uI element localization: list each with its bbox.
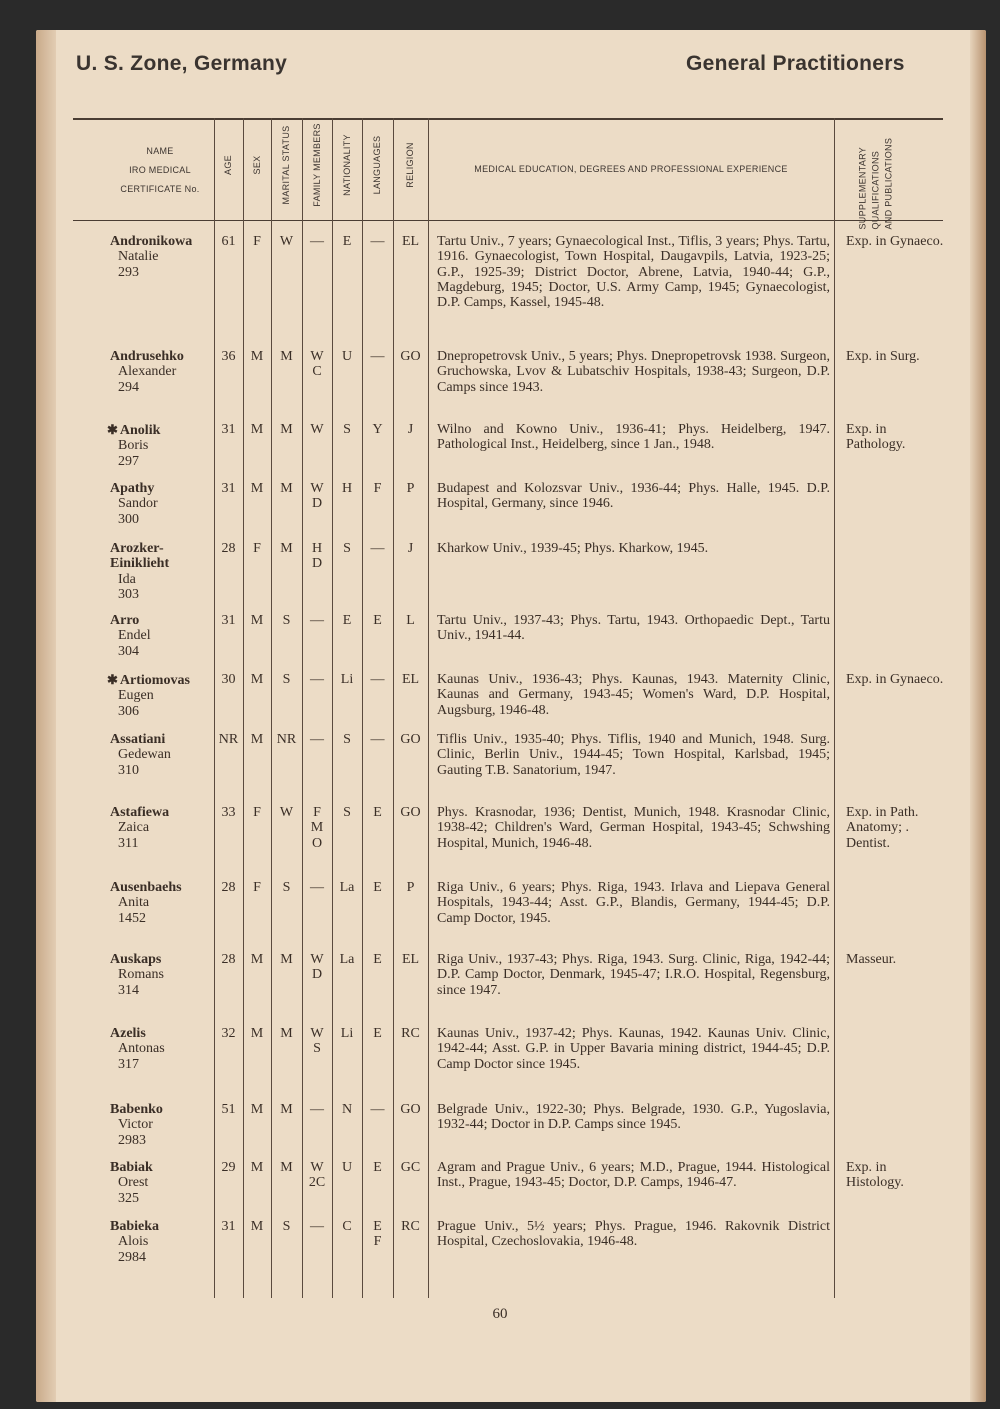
entry-supplementary: Masseur. [846, 952, 897, 967]
entry-marital: S [282, 613, 291, 628]
entry-rel: P [406, 481, 415, 496]
col-name-label: NAME [146, 146, 174, 156]
entry-surname-text: Arro [110, 613, 140, 628]
entry-given-name: Natalie [118, 249, 159, 265]
entry-supplementary: Exp. in Histology. [846, 1160, 904, 1191]
entry-sex: M [250, 481, 264, 496]
entry-age: 31 [221, 1219, 236, 1234]
entry-rel: GO [400, 732, 421, 747]
entry-age: 28 [221, 541, 236, 556]
entry-name-block [110, 613, 214, 659]
entry-experience: Prague Univ., 5½ years; Phys. Prague, 1946. Rakovnik District Hospital, Czechoslovakia, 1946-48. [437, 1219, 830, 1250]
entry-experience: Dnepropetrovsk Univ., 5 years; Phys. Dnepropetrovsk 1938. Surgeon, Gruchowska, Lvov & Lubatschiv Hospitals, 1938-43; Surgeon, D.P. Camps since 1943. [437, 349, 830, 395]
col-supp-line2: QUALIFICATIONS [870, 150, 881, 230]
entry-marital: W [279, 805, 294, 820]
entry-surname [110, 1219, 214, 1234]
entry-lang: — [370, 541, 385, 556]
entry-given-name: Victor [118, 1117, 153, 1133]
entry-name-block [110, 481, 214, 527]
entry-name-block [110, 234, 214, 280]
entry-certificate: 304 [118, 643, 139, 659]
entry-surname [110, 1026, 214, 1041]
entry-nat: N [341, 1102, 353, 1117]
entry-sex: M [250, 1102, 264, 1117]
entry-certificate: 325 [118, 1190, 139, 1206]
entry-certificate: 2984 [118, 1249, 146, 1265]
entry-name-block [110, 349, 214, 395]
col-iro-label: IRO MEDICAL [129, 165, 191, 175]
entry-nat: Li [340, 1026, 354, 1041]
entry-rel: J [407, 422, 414, 437]
entry-certificate: 310 [118, 762, 139, 778]
entry-nat: U [341, 349, 353, 364]
entry-nat: La [339, 952, 355, 967]
entry-marital: M [280, 422, 293, 437]
divider-religion [393, 118, 394, 1298]
entry-surname [110, 1160, 214, 1175]
entry-age: 31 [221, 481, 236, 496]
entry-surname [110, 1102, 214, 1117]
entry-name-block [107, 672, 214, 719]
entry-experience: Riga Univ., 6 years; Phys. Riga, 1943. Irlava and Liepava General Hospitals, 1943-44; Asst. G.P., Blandis, Germany, 1944-45; D.P. Camp Doctor, 1945. [437, 880, 830, 926]
entry-experience: Tartu Univ., 1937-43; Phys. Tartu, 1943. Orthopaedic Dept., Tartu Univ., 1941-44. [437, 613, 830, 644]
entry-supplementary: Exp. in Surg. [846, 349, 920, 364]
entry-age: 31 [221, 613, 236, 628]
entry-nat: H [341, 481, 353, 496]
col-languages-header: LANGUAGES [372, 135, 382, 195]
entry-marital: M [280, 481, 293, 496]
entry-name-block [110, 541, 214, 602]
entry-surname-text: Astafiewa [110, 805, 170, 820]
entry-sex: M [250, 1160, 264, 1175]
entry-supplementary: Exp. in Pathology. [846, 422, 906, 453]
header-rule-bottom [73, 220, 943, 221]
entry-rel: EL [401, 672, 420, 687]
divider-family [302, 118, 303, 1298]
entry-experience: Phys. Krasnodar, 1936; Dentist, Munich, 1948. Krasnodar Clinic, 1938-42; Children's Ward, German Hospital, 1943-45; Schwshing Hospital, Munich, 1946-48. [437, 805, 830, 851]
divider-languages [362, 118, 363, 1298]
entry-surname [110, 952, 214, 967]
entry-experience: Wilno and Kowno Univ., 1936-41; Phys. Heidelberg, 1947. Pathological Inst., Heidelberg, since 1 Jan., 1948. [437, 422, 830, 453]
entry-sex: M [250, 422, 264, 437]
entry-experience: Agram and Prague Univ., 6 years; M.D., Prague, 1944. Histological Inst., Prague, 1943-45; Doctor, D.P. Camps, 1946-47. [437, 1160, 830, 1191]
entry-rel: RC [401, 1026, 420, 1041]
entry-sex: M [250, 952, 264, 967]
entry-marital: M [280, 1160, 293, 1175]
entry-name-block [110, 880, 214, 926]
entry-certificate: 300 [118, 511, 139, 527]
entry-family: H D [311, 541, 323, 572]
col-marital-header: MARITAL STATUS [281, 125, 291, 205]
entry-family: W D [310, 481, 324, 512]
entry-age: 28 [221, 952, 236, 967]
entry-surname [110, 732, 214, 747]
entry-marital: M [280, 952, 293, 967]
entry-surname [110, 613, 214, 628]
entry-rel: GO [400, 349, 421, 364]
entry-age: 29 [221, 1160, 236, 1175]
col-age-header: AGE [223, 155, 233, 175]
entry-lang: F [373, 481, 382, 496]
entry-family: — [310, 880, 324, 895]
entry-surname [110, 481, 214, 496]
entry-lang: E [373, 952, 382, 967]
entry-given-name: Gedewan [118, 747, 171, 763]
col-nationality-header: NATIONALITY [342, 134, 352, 196]
entry-lang: — [370, 732, 385, 747]
entry-surname-text: Apathy [110, 481, 155, 496]
entry-marital: M [280, 1026, 293, 1041]
entry-family: — [310, 672, 324, 687]
entry-family: W 2C [308, 1160, 326, 1191]
divider-sex [243, 118, 244, 1298]
divider-experience [428, 118, 429, 1298]
entry-given-name: Eugen [118, 688, 154, 704]
entry-surname [110, 805, 214, 820]
entry-surname-text: Auskaps [110, 952, 162, 967]
entry-marital: M [280, 1102, 293, 1117]
entry-nat: La [339, 880, 355, 895]
entry-family: — [310, 1102, 324, 1117]
entry-marital: M [280, 349, 293, 364]
entry-surname-text: Assatiani [110, 732, 166, 747]
entry-sex: F [253, 805, 261, 820]
entry-surname-text: Babenko [110, 1102, 163, 1117]
entry-sex: M [250, 1219, 264, 1234]
col-supp-header [857, 130, 896, 230]
entry-name-block [107, 422, 214, 469]
entry-family: — [310, 732, 324, 747]
entry-rel: L [406, 613, 415, 628]
entry-given-name: Boris [118, 438, 149, 454]
col-supp-line3: AND PUBLICATIONS [883, 137, 894, 230]
entry-family: W D [310, 952, 324, 983]
entry-experience: Tartu Univ., 7 years; Gynaecological Inst., Tiflis, 3 years; Phys. Tartu, 1916. Gynaecologist, Town Hospital, Daugavpils, Latvia, 1923-25; G.P., 1925-39; District Doctor, Abrene, Latvia, 1940-44; G.P., Magdeburg, 1945; Doctor, U.S. Army Camp, 1945; Gynaecologist, D.P. Camps, Kassel, 1945-48. [437, 234, 830, 311]
entry-lang: E [373, 880, 382, 895]
entry-age: 33 [221, 805, 236, 820]
entry-given-name: Antonas [118, 1041, 165, 1057]
entry-marital: M [280, 541, 293, 556]
entry-lang: Y [372, 422, 383, 437]
entry-certificate: 297 [118, 453, 139, 469]
entry-surname [110, 349, 214, 364]
entry-certificate: 306 [118, 703, 139, 719]
entry-given-name: Endel [118, 628, 151, 644]
entry-name-block [110, 1219, 214, 1265]
entry-family: W S [310, 1026, 324, 1057]
entry-surname-text: Artiomovas [119, 673, 190, 688]
entry-rel: RC [401, 1219, 420, 1234]
entry-rel: EL [401, 952, 420, 967]
entry-marital: NR [276, 732, 297, 747]
asterisk-icon: ✱ [107, 422, 118, 437]
page-gutter [36, 30, 56, 1402]
entry-given-name: Anita [118, 895, 150, 911]
entry-surname-text: Arozker-Einiklieht [110, 541, 170, 572]
entry-given-name: Zaica [118, 820, 150, 836]
entry-sex: F [253, 234, 261, 249]
entry-nat: U [341, 1160, 353, 1175]
entry-surname [110, 880, 214, 895]
entry-age: 51 [221, 1102, 236, 1117]
entry-experience: Kharkow Univ., 1939-45; Phys. Kharkow, 1945. [437, 541, 709, 556]
entry-surname [110, 541, 214, 572]
entry-age: 32 [221, 1026, 236, 1041]
entry-surname-text: Ausenbaehs [110, 880, 182, 895]
col-experience-header: MEDICAL EDUCATION, DEGREES AND PROFESSIONAL EXPERIENCE [474, 164, 788, 174]
entry-supplementary: Exp. in Path. Anatomy; . Dentist. [846, 805, 919, 851]
entry-family: W [310, 422, 324, 437]
entry-lang: — [370, 1102, 385, 1117]
entry-marital: S [282, 672, 291, 687]
divider-marital [271, 118, 272, 1298]
entry-nat: E [342, 234, 352, 249]
entry-surname [107, 422, 214, 438]
entry-given-name: Alexander [118, 364, 177, 380]
entry-age: 30 [221, 672, 236, 687]
entry-nat: Li [340, 672, 354, 687]
col-supp-line1: SUPPLEMENTARY [857, 146, 868, 230]
entry-rel: P [406, 880, 415, 895]
entry-sex: F [253, 541, 261, 556]
entry-experience: Budapest and Kolozsvar Univ., 1936-44; Phys. Halle, 1945. D.P. Hospital, Germany, since 1946. [437, 481, 830, 512]
entry-name-block [110, 952, 214, 998]
entry-given-name: Ida [118, 571, 136, 587]
entry-experience: Tiflis Univ., 1935-40; Phys. Tiflis, 1940 and Munich, 1948. Surg. Clinic, Berlin Univ., 1944-45; Town Hospital, Karlsbad, 1945; Gauting T.B. Sanatorium, 1947. [437, 732, 830, 778]
entry-marital: W [279, 234, 294, 249]
entry-sex: M [250, 672, 264, 687]
entry-certificate: 311 [118, 835, 139, 851]
entry-certificate: 2983 [118, 1132, 146, 1148]
entry-lang: E [373, 1160, 382, 1175]
entry-experience: Kaunas Univ., 1937-42; Phys. Kaunas, 1942. Kaunas Univ. Clinic, 1942-44; Asst. G.P. in Upper Bavaria mining district, 1944-45; D.P. Camp Doctor since 1945. [437, 1026, 830, 1072]
entry-surname-text: Anolik [119, 423, 161, 438]
entry-family: — [310, 1219, 324, 1234]
entry-certificate: 1452 [118, 910, 146, 926]
entry-rel: GC [400, 1160, 421, 1175]
entry-name-block [110, 732, 214, 778]
entry-nat: C [342, 1219, 352, 1234]
divider-nationality [332, 118, 333, 1298]
header-category: General Practitioners [686, 52, 905, 75]
entry-certificate: 293 [118, 264, 139, 280]
entry-experience: Belgrade Univ., 1922-30; Phys. Belgrade, 1930. G.P., Yugoslavia, 1932-44; Doctor in D.P. Camps since 1945. [437, 1102, 830, 1133]
entry-surname [110, 234, 214, 249]
col-cert-label: CERTIFICATE No. [120, 184, 200, 194]
entry-sex: M [250, 349, 264, 364]
entry-marital: S [282, 880, 291, 895]
entry-marital: S [282, 1219, 291, 1234]
entry-certificate: 294 [118, 379, 139, 395]
entry-nat: S [343, 732, 351, 747]
entry-age: 31 [221, 422, 236, 437]
col-family-header: FAMILY MEMBERS [312, 123, 322, 207]
entry-family: — [310, 234, 324, 249]
entry-lang: — [370, 234, 385, 249]
entry-nat: S [343, 422, 351, 437]
entry-age: 36 [221, 349, 236, 364]
entry-given-name: Romans [118, 967, 164, 983]
entry-experience: Riga Univ., 1937-43; Phys. Riga, 1943. Surg. Clinic, Riga, 1942-44; D.P. Camp Doctor, Denmark, 1945-47; I.R.O. Hospital, Regensburg, since 1947. [437, 952, 830, 998]
entry-lang: E [373, 613, 382, 628]
header-zone: U. S. Zone, Germany [76, 52, 288, 75]
entry-age: 61 [221, 234, 236, 249]
entry-supplementary: Exp. in Gynaeco. [846, 672, 944, 687]
entry-name-block [110, 805, 214, 851]
entry-nat: E [342, 613, 352, 628]
entry-family: W C [310, 349, 324, 380]
entry-lang: — [370, 672, 385, 687]
col-religion-header: RELIGION [405, 142, 415, 188]
col-name-header [110, 142, 210, 199]
entry-rel: J [407, 541, 414, 556]
entry-given-name: Sandor [118, 496, 158, 512]
entry-given-name: Alois [118, 1234, 149, 1250]
entry-certificate: 314 [118, 982, 139, 998]
entry-sex: M [250, 613, 264, 628]
entry-surname-text: Andronikowa [110, 234, 193, 249]
divider-supp [834, 118, 835, 1298]
entry-lang: E [373, 805, 382, 820]
entry-family: — [310, 613, 324, 628]
header-rule-top [73, 118, 943, 120]
entry-lang: E [373, 1026, 382, 1041]
divider-age [214, 118, 215, 1298]
entry-nat: S [343, 541, 351, 556]
entry-rel: EL [401, 234, 420, 249]
entry-name-block [110, 1102, 214, 1148]
entry-rel: GO [400, 805, 421, 820]
entry-sex: F [253, 880, 261, 895]
entry-name-block [110, 1160, 214, 1206]
entry-age: 28 [221, 880, 236, 895]
entry-experience: Kaunas Univ., 1936-43; Phys. Kaunas, 1943. Maternity Clinic, Kaunas and Germany, 1943-45; Women's Ward, D.P. Hospital, Augsburg, 1946-48. [437, 672, 830, 718]
page-edge [970, 30, 986, 1402]
entry-surname [107, 672, 214, 688]
entry-surname-text: Andrusehko [110, 349, 184, 364]
entry-lang: — [370, 349, 385, 364]
entry-name-block [110, 1026, 214, 1072]
entry-certificate: 303 [118, 586, 139, 602]
asterisk-icon: ✱ [107, 672, 118, 687]
entry-given-name: Orest [118, 1175, 149, 1191]
entry-surname-text: Babieka [110, 1219, 160, 1234]
entry-supplementary: Exp. in Gynaeco. [846, 234, 944, 249]
entry-rel: GO [400, 1102, 421, 1117]
entry-sex: M [250, 1026, 264, 1041]
col-sex-header: SEX [252, 155, 262, 175]
entry-nat: S [343, 805, 351, 820]
entry-lang: E F [373, 1219, 382, 1250]
entry-age: NR [218, 732, 239, 747]
entry-family: F M O [310, 805, 324, 851]
entry-surname-text: Azelis [110, 1026, 146, 1041]
entry-certificate: 317 [118, 1056, 139, 1072]
entry-surname-text: Babiak [110, 1160, 153, 1175]
page-number: 60 [492, 1306, 508, 1322]
entry-sex: M [250, 732, 264, 747]
